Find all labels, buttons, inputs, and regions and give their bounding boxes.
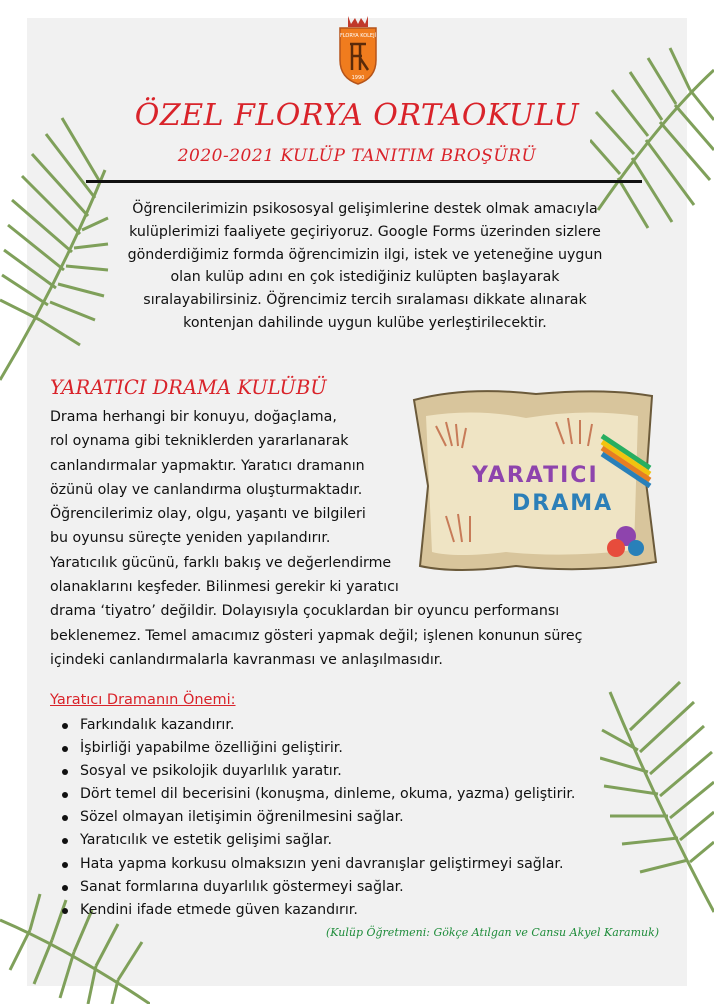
intro-paragraph bbox=[100, 198, 630, 335]
body-line: beklenemez. Temel amacımız gösteri yapmak değil; işlenen konunun süreç bbox=[50, 627, 583, 644]
intro-line: sıralayabilirsiniz. Öğrencimiz tercih sıralaması dikkate alınarak bbox=[143, 292, 587, 309]
importance-list bbox=[62, 714, 575, 922]
bullet-icon bbox=[62, 769, 68, 775]
palm-leaf-bottom-right bbox=[600, 672, 714, 922]
list-item-text: Hata yapma korkusu olmaksızın yeni davranışlar geliştirmeyi sağlar. bbox=[80, 855, 564, 872]
list-item-text: Sözel olmayan iletişimin öğrenilmesini sağlar. bbox=[80, 809, 404, 826]
page-title: ÖZEL FLORYA ORTAOKULU bbox=[134, 98, 580, 133]
list-item bbox=[62, 899, 575, 922]
list-item-text: Sosyal ve psikolojik duyarlılık yaratır. bbox=[80, 763, 342, 780]
drama-photo bbox=[406, 386, 658, 574]
bullet-icon bbox=[62, 885, 68, 891]
body-line: olanaklarını keşfeder. Bilinmesi gerekir ki yaratıcı bbox=[50, 579, 399, 596]
body-line: içindeki canlandırmalarla kavranması ve anlaşılmasıdır. bbox=[50, 651, 443, 668]
intro-line: olan kulüp adını en çok istediğiniz kulüpten başlayarak bbox=[170, 269, 560, 286]
bullet-icon bbox=[62, 746, 68, 752]
list-item bbox=[62, 737, 575, 760]
list-item-text: İşbirliği yapabilme özelliğini geliştirir. bbox=[80, 740, 343, 757]
intro-line: gönderdiğimiz formda öğrencimizin ilgi, istek ve yeteneğine uygun bbox=[127, 246, 603, 263]
body-line: Öğrencilerimiz olay, olgu, yaşantı ve bilgileri bbox=[50, 506, 366, 523]
intro-line: kontenjan dahilinde uygun kulübe yerleştirilecektir. bbox=[183, 314, 547, 331]
bullet-icon bbox=[62, 908, 68, 914]
title-divider bbox=[86, 180, 642, 183]
intro-line: kulüplerimizi faaliyete geçiriyoruz. Google Forms üzerinden sizlere bbox=[129, 223, 601, 240]
body-line: Drama herhangi bir konuyu, doğaçlama, bbox=[50, 409, 337, 425]
bullet-icon bbox=[62, 838, 68, 844]
body-line: drama ‘tiyatro’ değildir. Dolayısıyla çocuklardan bir oyuncu performansı bbox=[50, 603, 560, 620]
list-item-text: Yaratıcılık ve estetik gelişimi sağlar. bbox=[80, 832, 333, 849]
list-item-text: Kendini ifade etmede güven kazandırır. bbox=[80, 901, 358, 918]
importance-heading: Yaratıcı Dramanın Önemi: bbox=[50, 692, 236, 708]
bullet-icon bbox=[62, 862, 68, 868]
list-item bbox=[62, 714, 575, 737]
photo-text-line1: YARATICI bbox=[472, 463, 599, 488]
body-line: özünü olay ve canlandırma oluşturmaktadır. bbox=[50, 481, 363, 498]
logo-text: FLORYA KOLEJİ bbox=[339, 33, 377, 39]
list-item-text: Sanat formlarına duyarlılık göstermeyi sağlar. bbox=[80, 878, 404, 895]
body-line: rol oynama gibi tekniklerden yararlanarak bbox=[50, 433, 349, 450]
photo-text-line2: DRAMA bbox=[512, 491, 614, 516]
list-item bbox=[62, 760, 575, 783]
bullet-icon bbox=[62, 815, 68, 821]
body-line: canlandırmalar yapmaktır. Yaratıcı dramanın bbox=[50, 457, 365, 474]
list-item bbox=[62, 876, 575, 899]
bullet-icon bbox=[62, 723, 68, 729]
list-item bbox=[62, 853, 575, 876]
body-line: bu oyunsu süreçte yeniden yapılandırır. bbox=[50, 530, 331, 547]
section-title: YARATICI DRAMA KULÜBÜ bbox=[50, 376, 327, 399]
page-subtitle: 2020-2021 KULÜP TANITIM BROŞÜRÜ bbox=[177, 146, 537, 166]
school-logo bbox=[336, 14, 380, 86]
list-item-text: Farkındalık kazandırır. bbox=[80, 717, 235, 733]
list-item bbox=[62, 829, 575, 852]
list-item bbox=[62, 806, 575, 829]
list-item bbox=[62, 783, 575, 806]
logo-year: 1990 bbox=[351, 75, 365, 81]
bullet-icon bbox=[62, 792, 68, 798]
intro-line: Öğrencilerimizin psikososyal gelişimlerine destek olmak amacıyla bbox=[132, 201, 598, 217]
body-line: Yaratıcılık gücünü, farklı bakış ve değerlendirme bbox=[50, 554, 392, 571]
list-item-text: Dört temel dil becerisini (konuşma, dinleme, okuma, yazma) geliştirir. bbox=[80, 786, 576, 803]
teacher-note: (Kulüp Öğretmeni: Gökçe Atılgan ve Cansu Akyel Karamuk) bbox=[326, 926, 660, 939]
